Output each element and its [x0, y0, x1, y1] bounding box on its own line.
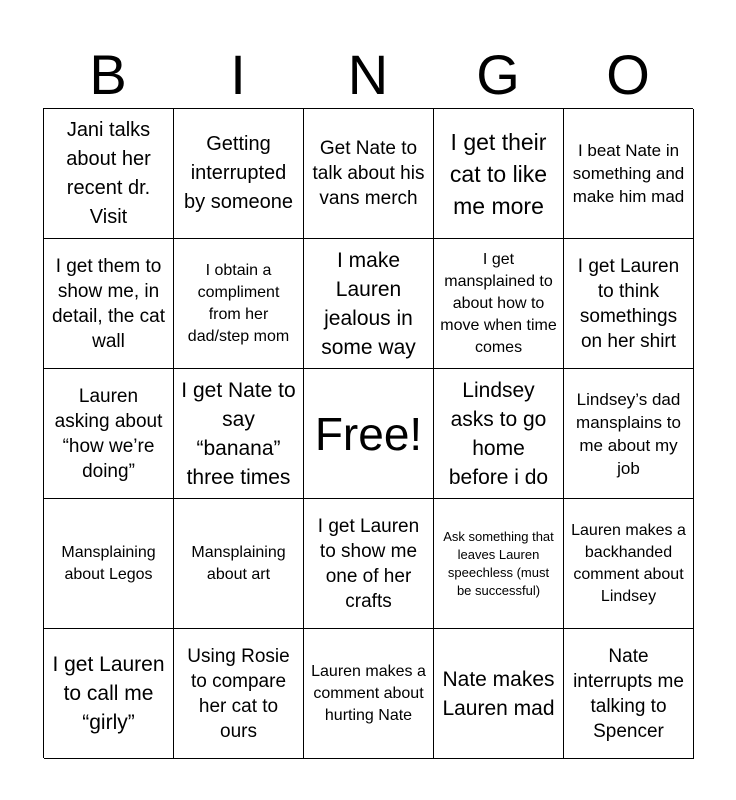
bingo-cell-r4-c5[interactable]	[564, 499, 694, 629]
cell-text: Lauren asking about “how we’re doing”	[54, 385, 163, 482]
bingo-cell-r2-c2[interactable]	[174, 239, 304, 369]
bingo-cell-r3-c2[interactable]	[174, 369, 304, 499]
cell-text: Mansplaining about art	[191, 543, 286, 583]
cell-text: Get Nate to talk about his vans merch	[312, 138, 425, 209]
bingo-cell-r1-c2[interactable]	[174, 109, 304, 239]
cell-text: Using Rosie to compare her cat to ours	[187, 645, 290, 742]
bingo-cell-r3-c1[interactable]	[44, 369, 174, 499]
cell-text: I get Lauren to think somethings on her shirt	[577, 255, 680, 352]
bingo-cell-r2-c3[interactable]	[304, 239, 434, 369]
header-letter-o: O	[606, 43, 650, 106]
cell-text: Lindsey asks to go home before i do	[448, 378, 549, 489]
cell-text: Lindsey’s dad mansplains to me about my job	[576, 389, 681, 478]
bingo-cell-r2-c5[interactable]	[564, 239, 694, 369]
cell-text: I get Lauren to show me one of her crafts	[317, 515, 420, 612]
bingo-cell-r1-c3[interactable]	[304, 109, 434, 239]
bingo-cell-r5-c1[interactable]	[44, 629, 174, 759]
bingo-cell-free[interactable]	[304, 369, 434, 499]
bingo-cell-r2-c4[interactable]	[434, 239, 564, 369]
bingo-cell-r1-c1[interactable]	[44, 109, 174, 239]
cell-text: I get their cat to like me more	[449, 128, 548, 219]
bingo-cell-r1-c4[interactable]	[434, 109, 564, 239]
header-letter-b: B	[89, 43, 127, 106]
cell-text: Lauren makes a comment about hurting Nate	[311, 662, 426, 724]
cell-text: I make Lauren jealous in some way	[321, 248, 416, 359]
cell-text: Nate interrupts me talking to Spencer	[573, 645, 684, 742]
cell-text: I get Lauren to call me “girly”	[52, 653, 165, 734]
cell-text: I get mansplained to about how to move when time comes	[440, 250, 557, 356]
bingo-cell-r5-c4[interactable]	[434, 629, 564, 759]
cell-text: Nate makes Lauren mad	[442, 667, 555, 720]
bingo-header	[43, 42, 693, 108]
cell-text: I obtain a compliment from her dad/step mom	[187, 261, 290, 345]
cell-text: I beat Nate in something and make him mad	[572, 141, 685, 206]
cell-text: Ask something that leaves Lauren speechless (must be successful)	[443, 528, 554, 598]
cell-text: I get them to show me, in detail, the cat wall	[51, 255, 166, 352]
bingo-cell-r5-c5[interactable]	[564, 629, 694, 759]
cell-text: Getting interrupted by someone	[184, 133, 293, 213]
cell-text: I get Nate to say “banana” three times	[181, 378, 296, 489]
bingo-cell-r4-c4[interactable]	[434, 499, 564, 629]
bingo-cell-r4-c3[interactable]	[304, 499, 434, 629]
header-letter-n: N	[347, 43, 389, 106]
bingo-cell-r3-c5[interactable]	[564, 369, 694, 499]
cell-text: Mansplaining about Legos	[61, 543, 156, 583]
free-space-text: Free!	[314, 407, 423, 460]
bingo-cell-r2-c1[interactable]	[44, 239, 174, 369]
bingo-cell-r1-c5[interactable]	[564, 109, 694, 239]
cell-text: Lauren makes a backhanded comment about Lindsey	[571, 521, 686, 605]
bingo-cell-r5-c3[interactable]	[304, 629, 434, 759]
bingo-cell-r5-c2[interactable]	[174, 629, 304, 759]
header-letter-g: G	[476, 43, 520, 106]
bingo-board	[43, 108, 693, 758]
bingo-cell-r4-c2[interactable]	[174, 499, 304, 629]
bingo-cell-r3-c4[interactable]	[434, 369, 564, 499]
bingo-cell-r4-c1[interactable]	[44, 499, 174, 629]
cell-text: Jani talks about her recent dr. Visit	[66, 118, 151, 228]
header-letter-i: I	[230, 43, 246, 106]
